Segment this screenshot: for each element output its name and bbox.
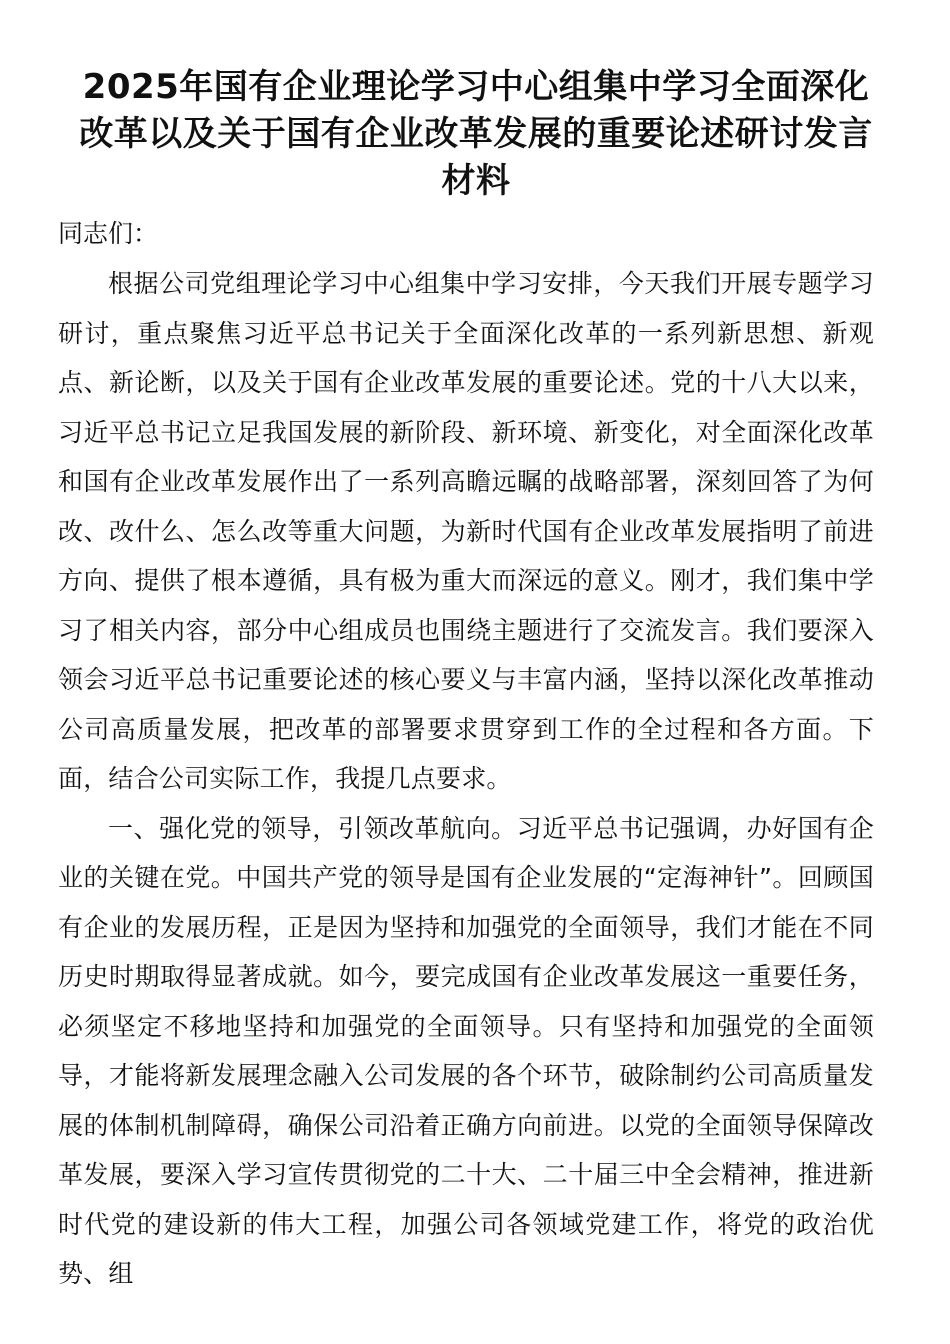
salutation: 同志们： <box>58 219 159 248</box>
paragraph-intro: 根据公司党组理论学习中心组集中学习安排，今天我们开展专题学习研讨，重点聚焦习近平总书记关于全面深化改革的一系列新思想、新观点、新论断，以及关于国有企业改革发展的重要论述。党的十八大以来，习近平总书记立足我国发展的新阶段、新环境、新变化，对全面深化改革和国有企业改革发展作出了一系列高瞻远瞩的战略部署，深刻回答了为何改、改什么、怎么改等重大问题，为新时代国有企业改革发展指明了前进方向、提供了根本遵循，具有极为重大而深远的意义。刚才，我们集中学习了相关内容，部分中心组成员也围绕主题进行了交流发言。我们要深入领会习近平总书记重要论述的核心要义与丰富内涵，坚持以深化改革推动公司高质量发展，把改革的部署要求贯穿到工作的全过程和各方面。下面，结合公司实际工作，我提几点要求。 <box>58 269 874 793</box>
document-title: 2025年国有企业理论学习中心组集中学习全面深化改革以及关于国有企业改革发展的重要论述研讨发言材料 <box>79 67 873 201</box>
paragraph-section-one: 一、强化党的领导，引领改革航向。习近平总书记强调，办好国有企业的关键在党。中国共产党的领导是国有企业发展的“定海神针”。回顾国有企业的发展历程，正是因为坚持和加强党的全面领导，我们才能在不同历史时期取得显著成就。如今，要完成国有企业改革发展这一重要任务，必须坚定不移地坚持和加强党的全面领导。只有坚持和加强党的全面领导，才能将新发展理念融入公司发展的各个环节，破除制约公司高质量发展的体制机制障碍，确保公司沿着正确方向前进。以党的全面领导保障改革发展，要深入学习宣传贯彻党的二十大、二十届三中全会精神，推进新时代党的建设新的伟大工程，加强公司各领域党建工作，将党的政治优势、组 <box>58 813 874 1288</box>
